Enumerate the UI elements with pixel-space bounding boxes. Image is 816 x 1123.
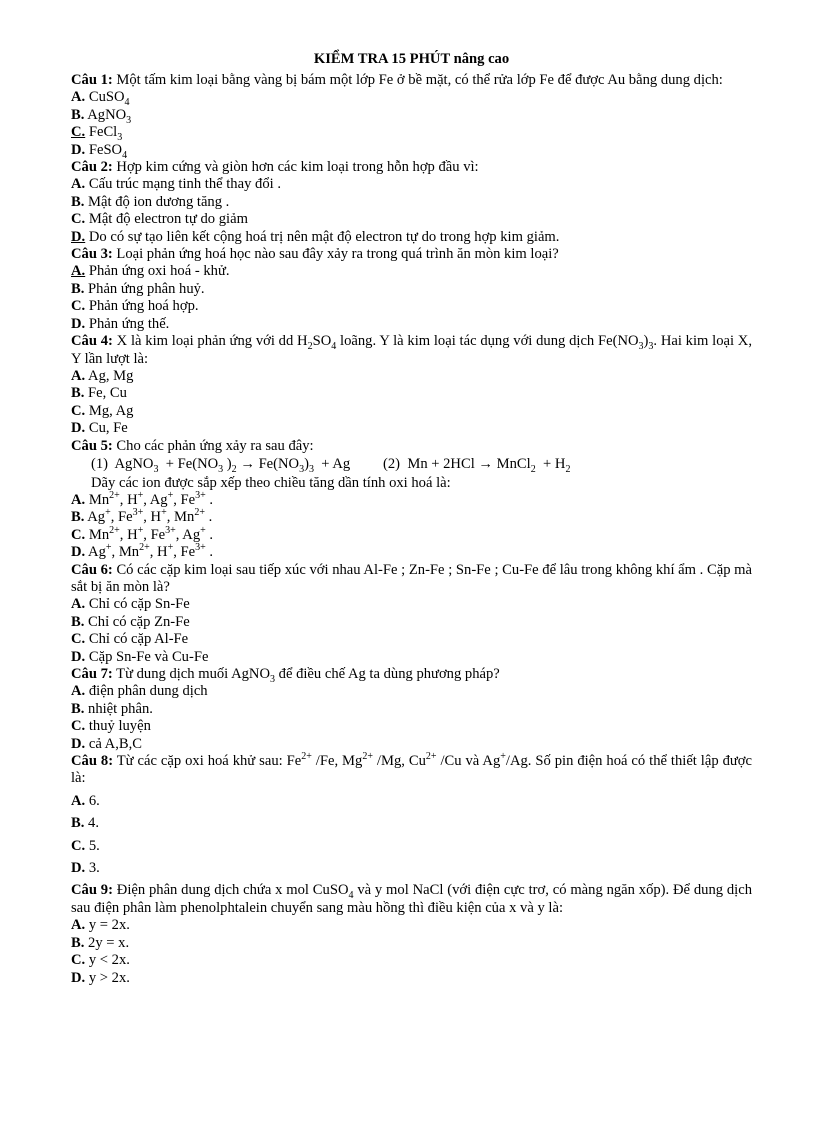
question-subtext: Dãy các ion được sắp xếp theo chiều tăng dần tính oxi hoá là: bbox=[91, 474, 451, 491]
option-a: A. y = 2x. bbox=[71, 917, 130, 934]
option-d: D. y > 2x. bbox=[71, 969, 130, 986]
question-number: Câu 3: bbox=[71, 246, 113, 263]
option-a: A. 6. bbox=[71, 792, 100, 809]
option-c: C. FeCl$_3$ bbox=[71, 124, 123, 144]
option-b: B. Chỉ có cặp Zn-Fe bbox=[71, 613, 190, 630]
question-number: Câu 1: bbox=[71, 72, 113, 88]
question-7: Câu 7: Từ dung dịch muối AgNO$_3$ để điều chế Ag ta dùng phương pháp? A. điện phân dung dịch B. nhiệt phân. C. thuỷ luyện D. cả A,B,C bbox=[71, 666, 752, 753]
option-b: B. Ag+, $Fe^{3+}$, H+, $Mn^{2+}$ . bbox=[71, 507, 213, 526]
option-b: B. Mật độ ion dương tăng . bbox=[71, 193, 230, 210]
question-3 bbox=[71, 246, 752, 333]
question-5 bbox=[71, 438, 752, 562]
option-d: D. Cu, Fe bbox=[71, 420, 128, 437]
question-2 bbox=[71, 159, 752, 246]
question-stem: Có các cặp kim loại sau tiếp xúc với nhau Al-Fe ; Zn-Fe ; Sn-Fe ; Cu-Fe để lâu trong không khí ẩm . Cặp mà sắt bị ăn mòn là? bbox=[71, 561, 752, 595]
option-c: C. Chỉ có cặp Al-Fe bbox=[71, 631, 189, 648]
reaction-equations: (1) AgNO$_3$ + $Fe(NO_3$ )$_2 \to Fe(NO_3)_3 + Ag$ (2) Mn + 2HCl → MnCl$_2$ + $H_2$ bbox=[91, 455, 571, 475]
option-c: C. thuỷ luyện bbox=[71, 718, 151, 735]
question-stem: Loại phản ứng hoá học nào sau đây xảy ra trong quá trình ăn mòn kim loại? bbox=[112, 246, 559, 263]
question-number: Câu 8: bbox=[71, 753, 114, 770]
question-1 bbox=[71, 72, 752, 159]
question-6 bbox=[71, 562, 752, 666]
option-a: A. Cấu trúc mạng tinh thể thay đổi . bbox=[71, 176, 281, 193]
question-8: Câu 8: Từ các cặp oxi hoá khử sau: $Fe^{2+}$ /Fe, $Mg^{2+}$ /Mg, $Cu^{2+}$ /Cu và Ag+/Ag. Số pin điện hoá có thể thiết lập được là: A. 6. B. 4. C. 5. D. 3. bbox=[71, 751, 752, 877]
question-4: Câu 4: X là kim loại phản ứng với dd $H_2SO_4$ loãng. Y là kim loại tác dụng với dung dịch $Fe(NO_3)_3$. Hai kim loại X, Y lần lượt là: A. Ag, Mg B. Fe, Cu C. Mg, Ag D. Cu, Fe bbox=[71, 333, 752, 437]
option-d: D. cả A,B,C bbox=[71, 735, 142, 752]
option-b: B. AgNO$_3$ bbox=[71, 106, 132, 126]
option-a: A. Phản ứng oxi hoá - khử. bbox=[71, 263, 230, 280]
option-a: A. CuSO$_4$ bbox=[71, 89, 130, 109]
option-b: B. 4. bbox=[71, 815, 99, 832]
option-a: A. Chỉ có cặp Sn-Fe bbox=[71, 596, 190, 613]
question-number: Câu 9: bbox=[71, 882, 113, 899]
question-number: Câu 6: bbox=[71, 561, 113, 578]
option-c: C. y < 2x. bbox=[71, 952, 130, 969]
option-a: A. Ag, Mg bbox=[71, 367, 134, 384]
option-b: B. nhiệt phân. bbox=[71, 700, 153, 717]
option-a: A. điện phân dung dịch bbox=[71, 683, 208, 700]
exam-page bbox=[71, 50, 752, 987]
option-d: D. Ag+, $Mn^{2+}$, H+, $Fe^{3+}$ . bbox=[71, 542, 214, 561]
exam-title: KIỂM TRA 15 PHÚT nâng cao bbox=[313, 51, 510, 67]
question-stem: Hợp kim cứng và giòn hơn các kim loại trong hỗn hợp đầu vì: bbox=[112, 159, 479, 176]
option-c: C. $Mn^{2+}$, H+, $Fe^{3+}$, Ag+ . bbox=[71, 524, 214, 543]
question-number: Câu 7: bbox=[71, 666, 113, 682]
option-d: D. Phản ứng thế. bbox=[71, 315, 170, 332]
option-c: C. Mg, Ag bbox=[71, 402, 134, 419]
option-d: D. Do có sự tạo liên kết cộng hoá trị nên mật độ electron tự do trong hợp kim giảm. bbox=[71, 228, 560, 245]
option-c: C. Phản ứng hoá hợp. bbox=[71, 298, 199, 315]
option-d: D. Cặp Sn-Fe và Cu-Fe bbox=[71, 648, 209, 665]
option-d: D. FeSO$_4$ bbox=[71, 141, 128, 161]
option-b: B. 2y = x. bbox=[71, 934, 130, 951]
question-number: Câu 4: bbox=[71, 333, 113, 350]
option-c: C. Mật độ electron tự do giảm bbox=[71, 211, 248, 228]
option-b: B. Phản ứng phân huỷ. bbox=[71, 280, 205, 297]
option-b: B. Fe, Cu bbox=[71, 385, 127, 402]
question-number: Câu 5: bbox=[71, 437, 113, 454]
question-9: Câu 9: Điện phân dung dịch chứa x mol CuSO$_4$ và y mol NaCl (với điện cực trơ, có màng ngăn xốp). Để dung dịch sau điện phân làm phenolphtalein chuyển sang màu hồng thì điều kiện của x và y là: A. y = 2x. B. 2y = x. C. y < 2x. D. y > 2x. bbox=[71, 882, 752, 986]
question-stem: Cho các phản ứng xảy ra sau đây: bbox=[112, 437, 314, 454]
option-c: C. 5. bbox=[71, 837, 100, 854]
question-stem: Một tấm kim loại bằng vàng bị bám một lớp Fe ở bề mặt, có thể rửa lớp Fe để được Au bằng dung dịch: bbox=[112, 72, 723, 88]
option-d: D. 3. bbox=[71, 860, 100, 877]
option-a: A. $Mn^{2+}$, H+, Ag+, $Fe^{3+}$ . bbox=[71, 490, 214, 508]
question-number: Câu 2: bbox=[71, 159, 113, 176]
